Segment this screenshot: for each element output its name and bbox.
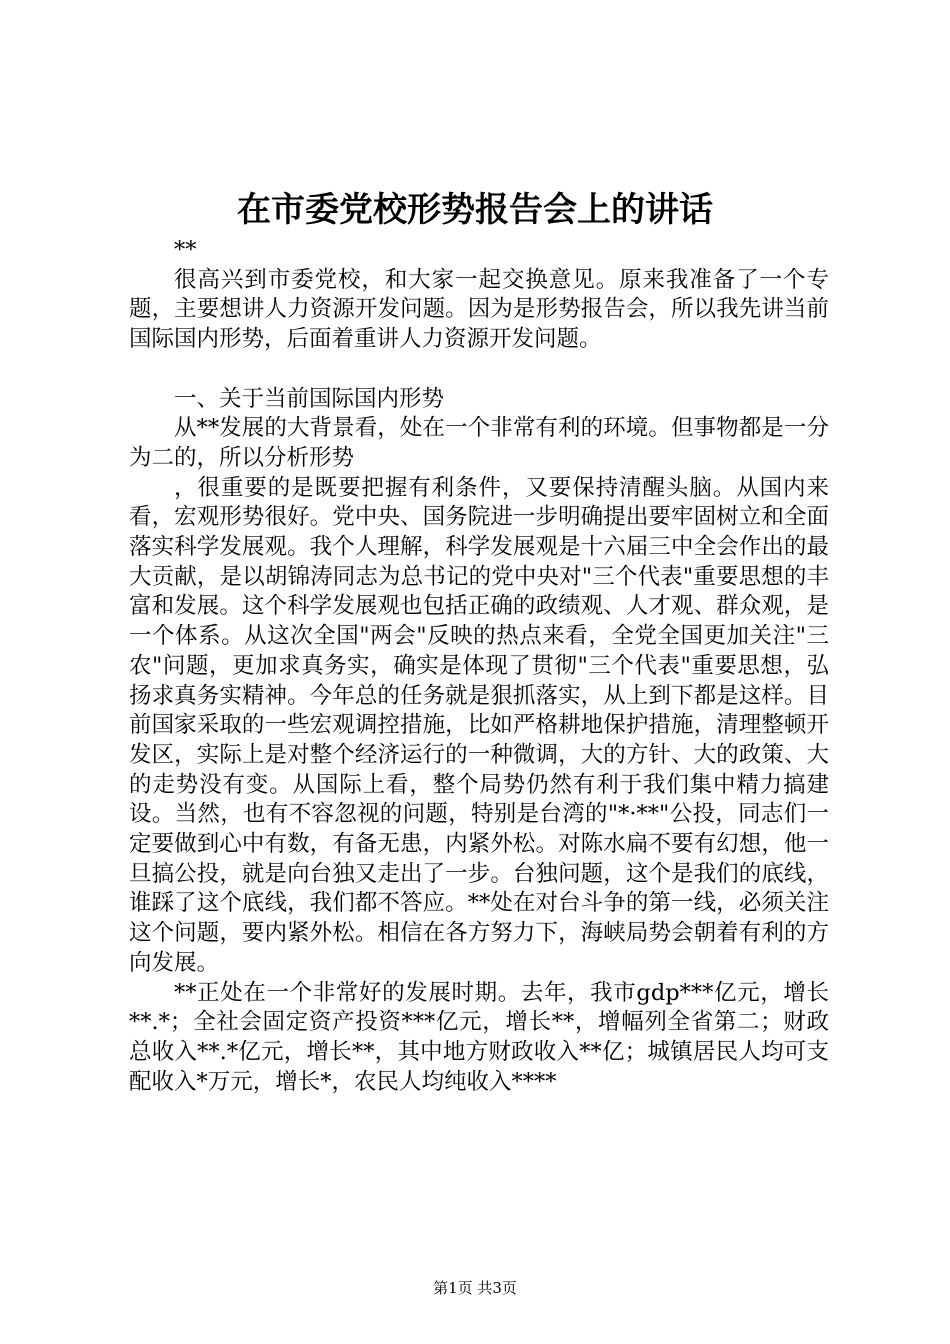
paragraph: ，很重要的是既要把握有利条件，又要保持清醒头脑。从国内来看，宏观形势很好。党中央、国务院进一步明确提出要牢固树立和全面落实科学发展观。我个人理解，科学发展观是十六届三中全会作出的最大贡献，是以胡锦涛同志为总书记的党中央对"三个代表"重要思想的丰富和发展。这个科学发展观也包括正确的政绩观、人才观、群众观，是一个体系。从这次全国"两会"反映的热点来看，全党全国更加关注"三农"问题，更加求真务实，确实是体现了贯彻"三个代表"重要思想，弘扬求真务实精神。今年总的任务就是狠抓落实，从上到下都是这样。目前国家采取的一些宏观调控措施，比如严格耕地保护措施，清理整顿开发区，实际上是对整个经济运行的一种微调，大的方针、大的政策、大的走势没有变。从国际上看，整个局势仍然有利于我们集中精力搞建设。当然，也有不容忽视的问题，特别是台湾的"*·**"公投，同志们一定要做到心中有数，有备无患，内紧外松。对陈水扁不要有幻想，他一旦搞公投，就是向台独又走出了一步。台独问题，这个是我们的底线，谁踩了这个底线，我们都不答应。**处在对台斗争的第一线，必须关注这个问题，要内紧外松。相信在各方努力下，海峡局势会朝着有利的方向发展。 xyxy=(129,474,829,976)
section-heading: 一、关于当前国际国内形势 xyxy=(174,385,445,412)
paragraph: 从**发展的大背景看，处在一个非常有利的环境。但事物都是一分为二的，所以分析形势 xyxy=(129,415,829,471)
paragraph-intro: 很高兴到市委党校，和大家一起交换意见。原来我准备了一个专题，主要想讲人力资源开发问题。因为是形势报告会，所以我先讲当前国际国内形势，后面着重讲人力资源开发问题。 xyxy=(129,266,829,353)
document-body xyxy=(129,236,829,1097)
paragraph: **正处在一个非常好的发展时期。去年，我市gdp***亿元，增长**.*；全社会固定资产投资***亿元，增长**，增幅列全省第二；财政总收入**.*亿元，增长**，其中地方财政收入**亿；城镇居民人均可支配收入*万元，增长*，农民人均纯收入**** xyxy=(129,979,829,1095)
document-title: 在市委党校形势报告会上的讲话 xyxy=(237,190,713,230)
author-line: ** xyxy=(174,237,197,263)
blank-line xyxy=(129,355,829,385)
page-footer: 第1页 共3页 xyxy=(433,1279,517,1297)
